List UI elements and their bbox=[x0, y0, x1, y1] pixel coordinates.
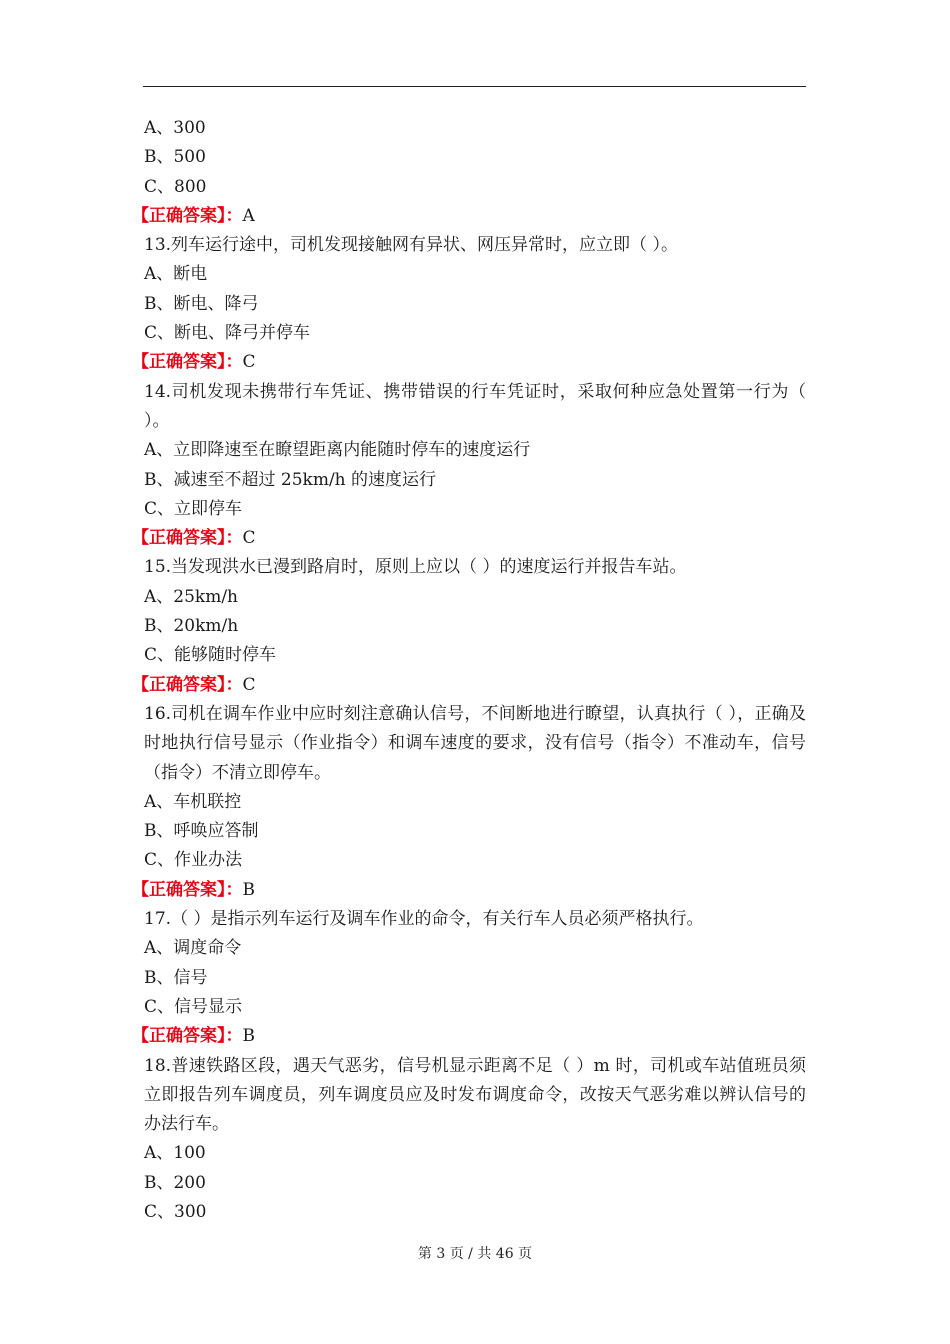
option: A、300 bbox=[144, 118, 206, 138]
option: C、300 bbox=[144, 1201, 207, 1222]
header-rule bbox=[143, 86, 806, 87]
option: A、立即降速至在瞭望距离内能随时停车的速度运行 bbox=[144, 440, 531, 461]
answer-value: C bbox=[242, 674, 256, 695]
option: C、作业办法 bbox=[144, 850, 243, 871]
option: B、200 bbox=[144, 1172, 206, 1193]
option: B、500 bbox=[144, 147, 206, 168]
question-stem: 18.普速铁路区段，遇天气恶劣，信号机显示距离不足（ ）m 时，司机或车站值班员须立即报告列车调度员，列车调度员应及时发布调度命令，改按天气恶劣难以辨认信号的办法行车。 bbox=[144, 1055, 806, 1135]
question-stem: 14.司机发现未携带行车凭证、携带错误的行车凭证时，采取何种应急处置第一行为（ ）。 bbox=[144, 381, 806, 431]
answer-label: 【正确答案】： bbox=[132, 205, 243, 226]
option: A、断电 bbox=[144, 264, 208, 285]
option: B、20km/h bbox=[144, 616, 239, 637]
option: C、立即停车 bbox=[144, 498, 243, 519]
answer-label: 【正确答案】： bbox=[132, 674, 243, 695]
answer-value: A bbox=[242, 205, 255, 226]
option: B、信号 bbox=[144, 967, 208, 988]
answer-value: B bbox=[242, 1026, 255, 1047]
option: B、断电、降弓 bbox=[144, 293, 259, 314]
answer-value: B bbox=[242, 879, 255, 900]
option: C、800 bbox=[144, 176, 207, 197]
option: C、能够随时停车 bbox=[144, 645, 277, 666]
answer-line bbox=[132, 671, 806, 700]
answer-value: C bbox=[242, 528, 256, 549]
option: C、信号显示 bbox=[144, 996, 243, 1017]
question-stem: 15.当发现洪水已漫到路肩时，原则上应以（ ）的速度运行并报告车站。 bbox=[144, 557, 687, 578]
option: A、100 bbox=[144, 1143, 206, 1164]
answer-line bbox=[132, 1022, 806, 1051]
page-footer: 第 3 页 / 共 46 页 bbox=[417, 1246, 533, 1262]
option: B、减速至不超过 25km/h 的速度运行 bbox=[144, 469, 437, 490]
answer-line bbox=[132, 876, 806, 905]
answer-label: 【正确答案】： bbox=[132, 879, 243, 900]
answer-line bbox=[132, 202, 806, 231]
answer-line bbox=[132, 348, 806, 377]
question-stem: 16.司机在调车作业中应时刻注意确认信号，不间断地进行瞭望，认真执行（ ），正确及时地执行信号显示（作业指令）和调车速度的要求，没有信号（指令）不准动车，信号（指令）不清立即停车。 bbox=[144, 703, 806, 783]
option: A、车机联控 bbox=[144, 791, 242, 812]
page-content bbox=[132, 114, 806, 1227]
answer-value: C bbox=[242, 352, 256, 373]
answer-label: 【正确答案】： bbox=[132, 1026, 243, 1047]
question-stem: 13.列车运行途中，司机发现接触网有异状、网压异常时，应立即（ ）。 bbox=[144, 235, 678, 256]
question-stem: 17.（ ）是指示列车运行及调车作业的命令，有关行车人员必须严格执行。 bbox=[144, 909, 704, 930]
answer-line bbox=[132, 524, 806, 553]
option: C、断电、降弓并停车 bbox=[144, 323, 311, 344]
option: B、呼唤应答制 bbox=[144, 821, 259, 842]
answer-label: 【正确答案】： bbox=[132, 352, 243, 373]
option: A、调度命令 bbox=[144, 938, 242, 959]
answer-label: 【正确答案】： bbox=[132, 528, 243, 549]
option: A、25km/h bbox=[144, 586, 239, 607]
